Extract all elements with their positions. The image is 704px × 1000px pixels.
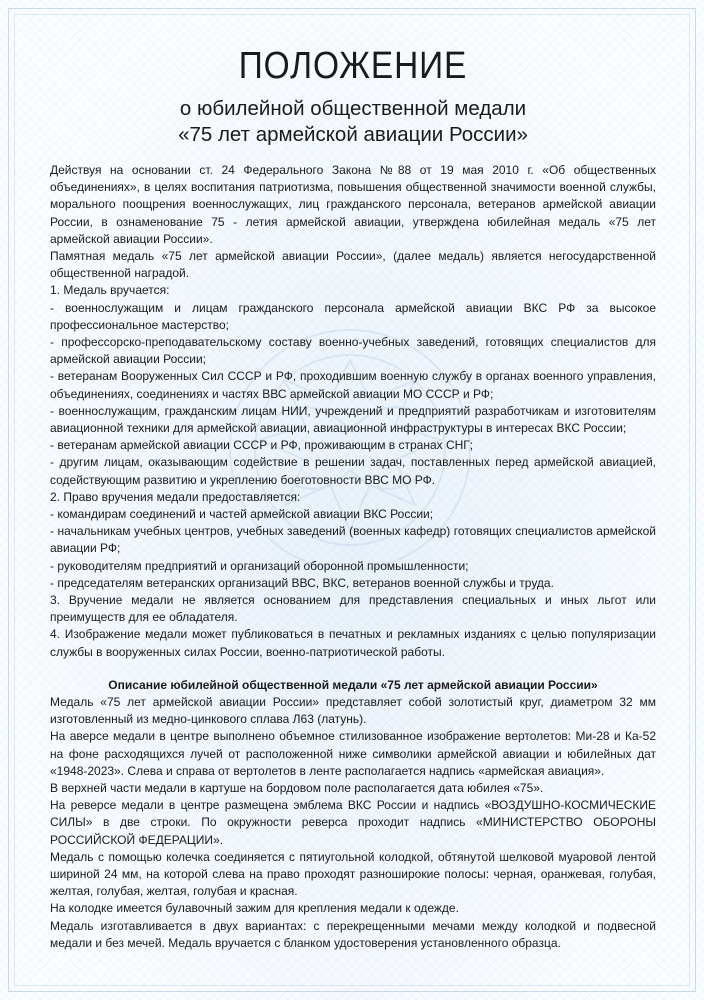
paragraph: - командирам соединений и частей армейской авиации ВКС России; (50, 507, 434, 522)
paragraph: - руководителям предприятий и организаций оборонной промышленности; (50, 558, 469, 573)
description-paragraph: На колодке имеется булавочный зажим для крепления медали к одежде. (50, 901, 459, 916)
document-content (50, 40, 656, 952)
paragraph: - другим лицам, оказывающим содействие в решении задач, поставленных перед армейской авиацией, содействующим развитию и укреплению боеготовности ВВС МО РФ. (50, 455, 656, 487)
subtitle-line-1: о юбилейной общественной медали (179, 97, 527, 120)
paragraph: Действуя на основании ст. 24 Федерального Закона №88 от 19 мая 2010 г. «Об общественных объединениях», в целях воспитания патриотизма, повышения общественной значимости военной службы, морального поощрения военнослужащих, лиц гражданского персонала, ветеранов армейской авиации России, в ознаменование 75 - летия армейской авиации, утверждена юбилейная медаль «75 лет армейской авиации России». (50, 163, 656, 246)
description-paragraph: Медаль «75 лет армейской авиации России» представляет собой золотистый круг, диаметром 32 мм изготовленный из медно-цинкового сплава Л63 (латунь). (50, 694, 656, 727)
paragraph: - начальникам учебных центров, учебных заведений (военных кафедр) готовящих специалистов армейской авиации РФ; (50, 524, 656, 556)
description-paragraph: В верхней части медали в картуше на бордовом поле располагается дата юбилея «75». (50, 780, 544, 795)
document-subtitle (50, 96, 656, 148)
regulation-text (50, 162, 656, 952)
paragraph: 2. Право вручения медали предоставляется: (50, 489, 301, 504)
description-paragraph: На реверсе медали в центре размещена эмблема ВКС России и надпись «ВОЗДУШНО-КОСМИЧЕСКИЕ СИЛЫ» в две строки. По окружности реверса проходит надпись «МИНИСТЕРСТВО ОБОРОНЫ РОССИЙСКОЙ ФЕДЕРАЦИИ». (50, 798, 656, 847)
paragraph: 1. Медаль вручается: (50, 283, 170, 298)
subtitle-line-2: «75 лет армейской авиации России» (178, 123, 528, 146)
paragraph: - ветеранам Вооруженных Сил СССР и РФ, проходившим военную службу в органах военного управления, объединениях, соединениях и частях ВВС армейской авиации МО СССР и РФ; (50, 369, 656, 401)
paragraph: - профессорско-преподавательскому составу военно-учебных заведений, готовящих специалистов для армейской авиации России; (50, 335, 656, 367)
paragraph: - военнослужащим, гражданским лицам НИИ, учреждений и предприятий разработчикам и изготовителям авиационной техники для армейской авиации, авиационной инфраструктуры в интересах ВКС России; (50, 403, 656, 436)
description-paragraph: Медаль с помощью колечка соединяется с пятиугольной колодкой, обтянутой шелковой муаровой лентой шириной 24 мм, на которой слева на право проходят разноширокие полосы: черная, оранжевая, голубая, желтая, голубая, желтая, голубая и красная. (50, 849, 656, 899)
paragraph: Памятная медаль «75 лет армейской авиации России», (далее медаль) является негосударственной общественной наградой. (50, 249, 656, 281)
paragraph: - председателям ветеранских организаций ВВС, ВКС, ветеранов военной службы и труда. (50, 575, 554, 590)
paragraph: - ветеранам армейской авиации СССР и РФ, проживающим в странах СНГ; (50, 438, 474, 453)
paragraph: - военнослужащим и лицам гражданского персонала армейской авиации ВКС РФ за высокое профессиональное мастерство; (50, 300, 656, 332)
paragraph: 3. Вручение медали не является основанием для представления специальных и иных льгот или преимуществ для ее обладателя. (50, 593, 656, 625)
description-heading: Описание юбилейной общественной медали «75 лет армейской авиации России» (108, 677, 598, 692)
description-paragraph: На аверсе медали в центре выполнено объемное стилизованное изображение вертолетов: Ми-28 и Ка-52 на фоне расходящихся лучей от расположенной ниже символики армейской авиации и юбилейных дат «1948-2023». Слева и справа от вертолетов в ленте располагается надпись «армейская авиация». (50, 729, 656, 778)
paragraph: 4. Изображение медали может публиковаться в печатных и рекламных изданиях с целью популяризации службы в вооруженных силах России, военно-патриотической работы. (50, 627, 656, 659)
description-paragraph: Медаль изготавливается в двух вариантах: с перекрещенными мечами между колодкой и подвесной медали и без мечей. Медаль вручается с бланком удостоверения установленного образца. (50, 918, 656, 950)
document-title: ПОЛОЖЕНИЕ (238, 45, 468, 87)
